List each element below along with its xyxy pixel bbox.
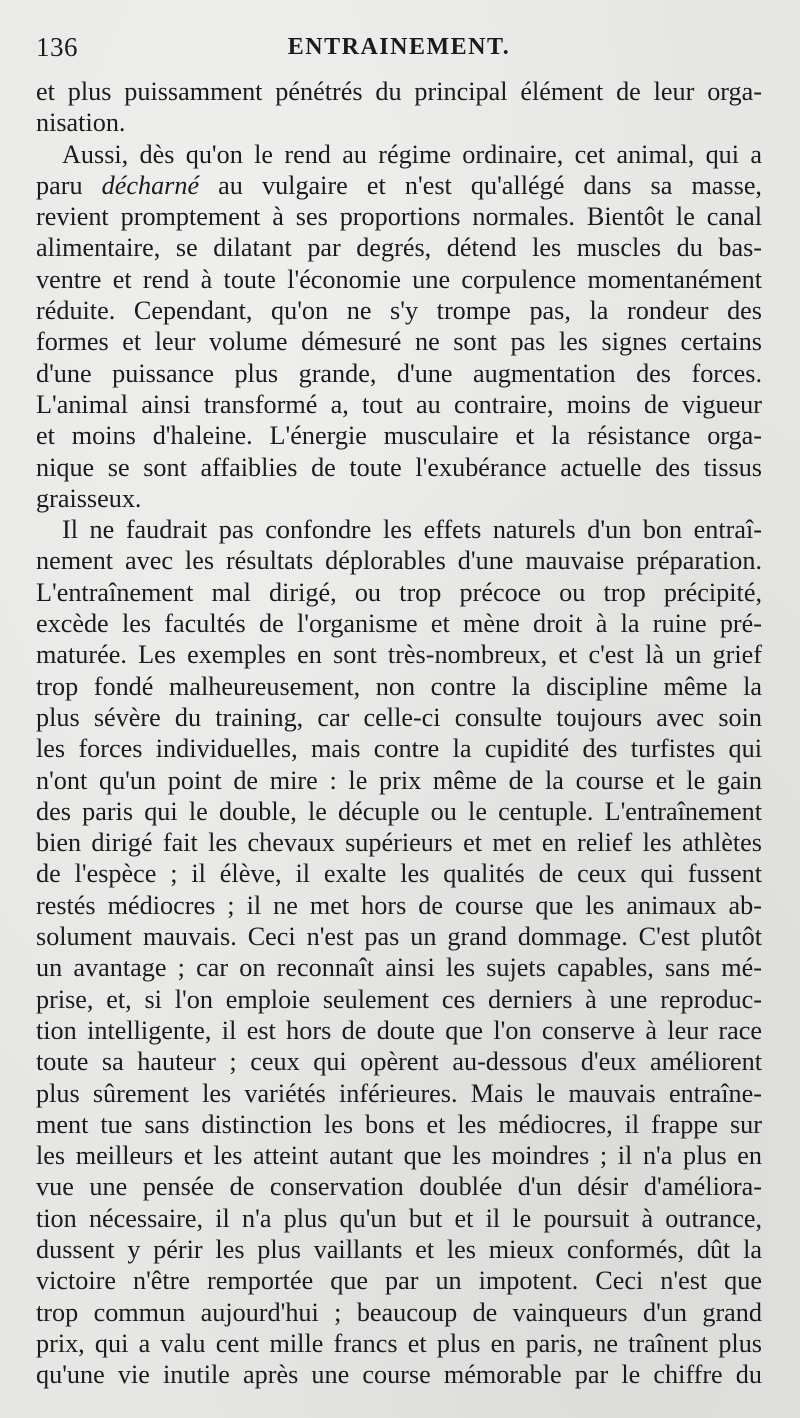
text-line: graisseux. xyxy=(36,483,142,513)
running-title: ENTRAINEMENT. xyxy=(287,34,511,60)
text-line: des paris qui le double, le décuple ou le centuple. L'entraînement xyxy=(36,796,762,826)
page-number: 136 xyxy=(36,32,78,62)
text-line: un avantage ; car on reconnaît ainsi les sujets capables, sans mé- xyxy=(36,953,762,983)
text-line: les meilleurs et les atteint autant que les moindres ; il n'a plus en xyxy=(36,1141,762,1171)
text-line: Il ne faudrait pas confondre les effets naturels d'un bon entraî- xyxy=(62,515,762,545)
running-head xyxy=(36,30,762,70)
text-line: de l'espèce ; il élève, il exalte les qualités de ceux qui fussent xyxy=(36,859,762,889)
text-line: dussent y périr les plus vaillants et les mieux conformés, dût la xyxy=(36,1234,762,1264)
text-line-part: au vulgaire et n'est qu'allégé dans sa masse, xyxy=(199,170,762,200)
paragraph-1 xyxy=(36,76,762,139)
text-line: restés médiocres ; il ne met hors de course que les animaux ab- xyxy=(36,890,762,920)
text-line: alimentaire, se dilatant par degrés, détend les muscles du bas- xyxy=(36,233,762,263)
text-line: victoire n'être remportée que par un impotent. Ceci n'est que xyxy=(36,1266,762,1296)
text-line: d'une puissance plus grande, d'une augmentation des forces. xyxy=(36,358,762,388)
text-line: nement avec les résultats déplorables d'une mauvaise préparation. xyxy=(36,546,762,576)
text-line: et moins d'haleine. L'énergie musculaire et la résistance orga- xyxy=(36,421,762,451)
text-line: plus sûrement les variétés inférieures. Mais le mauvais entraîne- xyxy=(36,1078,762,1108)
text-line: et plus puissamment pénétrés du principal élément de leur orga- xyxy=(36,77,762,106)
text-line: solument mauvais. Ceci n'est pas un grand dommage. C'est plutôt xyxy=(36,922,762,952)
text-line: réduite. Cependant, qu'on ne s'y trompe pas, la rondeur des xyxy=(36,296,762,326)
text-line: ment tue sans distinction les bons et les médiocres, il frappe sur xyxy=(36,1109,762,1139)
text-line: bien dirigé fait les chevaux supérieurs et met en relief les athlètes xyxy=(36,828,762,858)
text-line: nisation. xyxy=(36,108,126,138)
text-line: nique se sont affaiblies de toute l'exubérance actuelle des tissus xyxy=(36,452,762,482)
text-line: prise, et, si l'on emploie seulement ces derniers à une reproduc- xyxy=(36,984,762,1014)
text-line: L'entraînement mal dirigé, ou trop précoce ou trop précipité, xyxy=(36,577,762,607)
text-line: formes et leur volume démesuré ne sont pas les signes certains xyxy=(36,327,762,357)
italic-word: décharné xyxy=(101,170,200,200)
text-line: toute sa hauteur ; ceux qui opèrent au-dessous d'eux améliorent xyxy=(36,1047,762,1077)
text-line: Aussi, dès qu'on le rend au régime ordinaire, cet animal, qui a xyxy=(62,139,762,169)
text-line: trop fondé malheureusement, non contre la discipline même la xyxy=(36,671,762,701)
text-line: les forces individuelles, mais contre la cupidité des turfistes qui xyxy=(36,734,762,764)
text-line: prix, qui a valu cent mille francs et plus en paris, ne traînent plus xyxy=(36,1328,762,1358)
text-line: revient promptement à ses proportions normales. Bientôt le canal xyxy=(36,202,762,232)
text-line: n'ont qu'un point de mire : le prix même de la course et le gain xyxy=(36,765,762,795)
text-line: tion intelligente, il est hors de doute que l'on conserve à leur race xyxy=(36,1015,762,1045)
paragraph-3 xyxy=(36,514,762,1390)
text-line: L'animal ainsi transformé a, tout au contraire, moins de vigueur xyxy=(36,389,762,419)
text-line: qu'une vie inutile après une course mémorable par le chiffre du xyxy=(36,1360,762,1390)
text-line: maturée. Les exemples en sont très-nombreux, et c'est là un grief xyxy=(36,640,762,670)
text-line: plus sévère du training, car celle-ci consulte toujours avec soin xyxy=(36,702,762,732)
body-text xyxy=(36,76,762,1390)
text-line: excède les facultés de l'organisme et mène droit à la ruine pré- xyxy=(36,609,762,639)
paragraph-2 xyxy=(36,139,762,515)
text-line-part: paru xyxy=(36,170,102,200)
text-line: trop commun aujourd'hui ; beaucoup de vainqueurs d'un grand xyxy=(36,1297,762,1327)
text-line-italic xyxy=(36,170,762,201)
text-line: ventre et rend à toute l'économie une corpulence momentanément xyxy=(36,264,762,294)
text-line: tion nécessaire, il n'a plus qu'un but et il le poursuit à outrance, xyxy=(36,1203,762,1233)
text-line: vue une pensée de conservation doublée d'un désir d'améliora- xyxy=(36,1172,762,1202)
